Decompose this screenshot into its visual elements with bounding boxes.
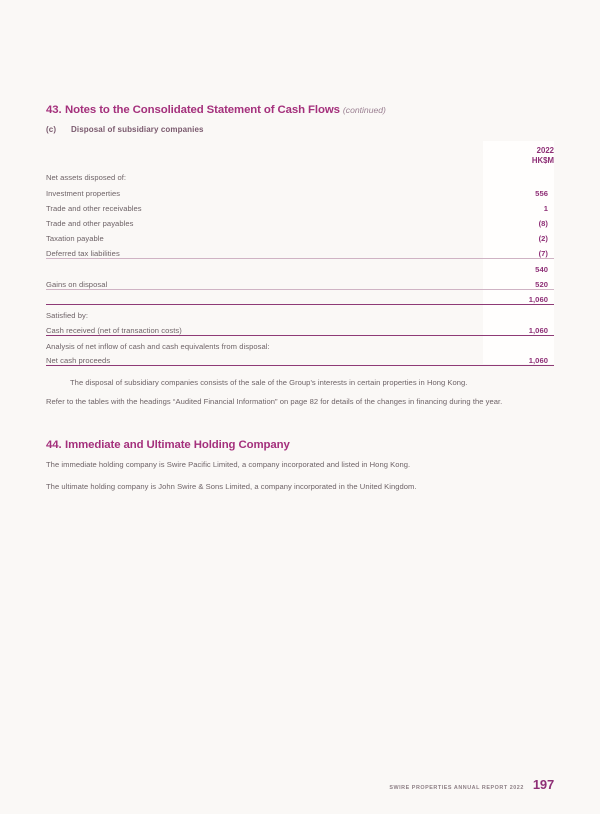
disposal-of-subsidiary-companies-table [46,141,554,366]
table-header [46,141,554,167]
table-row [46,259,554,274]
table-row-label: Trade and other payables [46,219,134,229]
table-row [46,228,554,243]
table-row-label: Net assets disposed of: [46,173,127,183]
header-unit: HK$M [531,156,554,166]
table-row-value: (7) [478,243,554,258]
table-header-row [46,141,554,167]
table-row [46,274,554,289]
table-row [46,289,554,304]
table-row-value: (2) [538,234,548,244]
table-row [46,335,554,350]
table-row-value [478,335,554,350]
table-row [46,351,554,366]
note-43-heading [46,104,386,117]
table-row [46,320,554,335]
table-header-blank [46,141,478,167]
table-row-label [46,259,478,274]
table-row-label: Cash received (net of transaction costs) [46,320,478,335]
table-row-value [478,167,554,182]
table-row [46,198,554,213]
table-header-year-unit [478,141,554,167]
table-row-label: Taxation payable [46,234,104,244]
header-year: 2022 [536,145,554,155]
table-row-label: Net cash proceeds [46,351,478,366]
table-row-label: Deferred tax liabilities [46,243,478,258]
table-row [46,305,554,320]
subsection-label: (c) [46,125,57,134]
note-44-heading [46,439,290,452]
table-row-label [46,289,478,304]
note-43-title: Notes to the Consolidated Statement of Cash Flows [65,104,340,116]
table-row-label: Gains on disposal [46,274,478,289]
table-row-value: 1,060 [478,320,554,335]
table-row-value: 1,060 [478,289,554,304]
note-44-number: 44. [46,439,62,451]
subsection-title: Disposal of subsidiary companies [71,125,204,134]
page-footer [389,777,554,792]
body-paragraph-1: The disposal of subsidiary companies consists of the sale of the Group's interests in certain properties in Hong Kong. [70,378,468,387]
table-row-value [478,305,554,320]
note-43-number: 43. [46,104,62,116]
table-row-value: 1 [543,203,548,213]
table-row-value: 540 [535,265,548,275]
table-row-value: (8) [538,219,548,229]
table-row [46,213,554,228]
table-row-label: Satisfied by: [46,310,89,320]
table-row [46,167,554,182]
footer-publication-text: SWIRE PROPERTIES ANNUAL REPORT 2022 [389,785,524,791]
table-row [46,243,554,258]
table-row-value: 520 [478,274,554,289]
footer-page-number: 197 [532,777,554,792]
table-row-value: 1,060 [478,351,554,366]
body-paragraph-2: Refer to the tables with the headings “Audited Financial Information” on page 82 for details of the changes in financing during the year. [46,397,503,406]
note-44-title: Immediate and Ultimate Holding Company [65,439,290,451]
table-row-label: Trade and other receivables [46,203,142,213]
table-row-value: 556 [535,188,548,198]
note-44-paragraph-1: The immediate holding company is Swire Pacific Limited, a company incorporated and listed in Hong Kong. [46,460,411,469]
table-row-label: Analysis of net inflow of cash and cash equivalents from disposal: [46,341,270,351]
note-44-paragraph-2: The ultimate holding company is John Swire & Sons Limited, a company incorporated in the United Kingdom. [46,482,417,491]
note-43-subsection-heading [46,125,204,134]
table-row-label: Investment properties [46,188,121,198]
note-43-continued-marker: (continued) [342,105,386,115]
table-body [46,167,554,366]
table-row [46,182,554,197]
